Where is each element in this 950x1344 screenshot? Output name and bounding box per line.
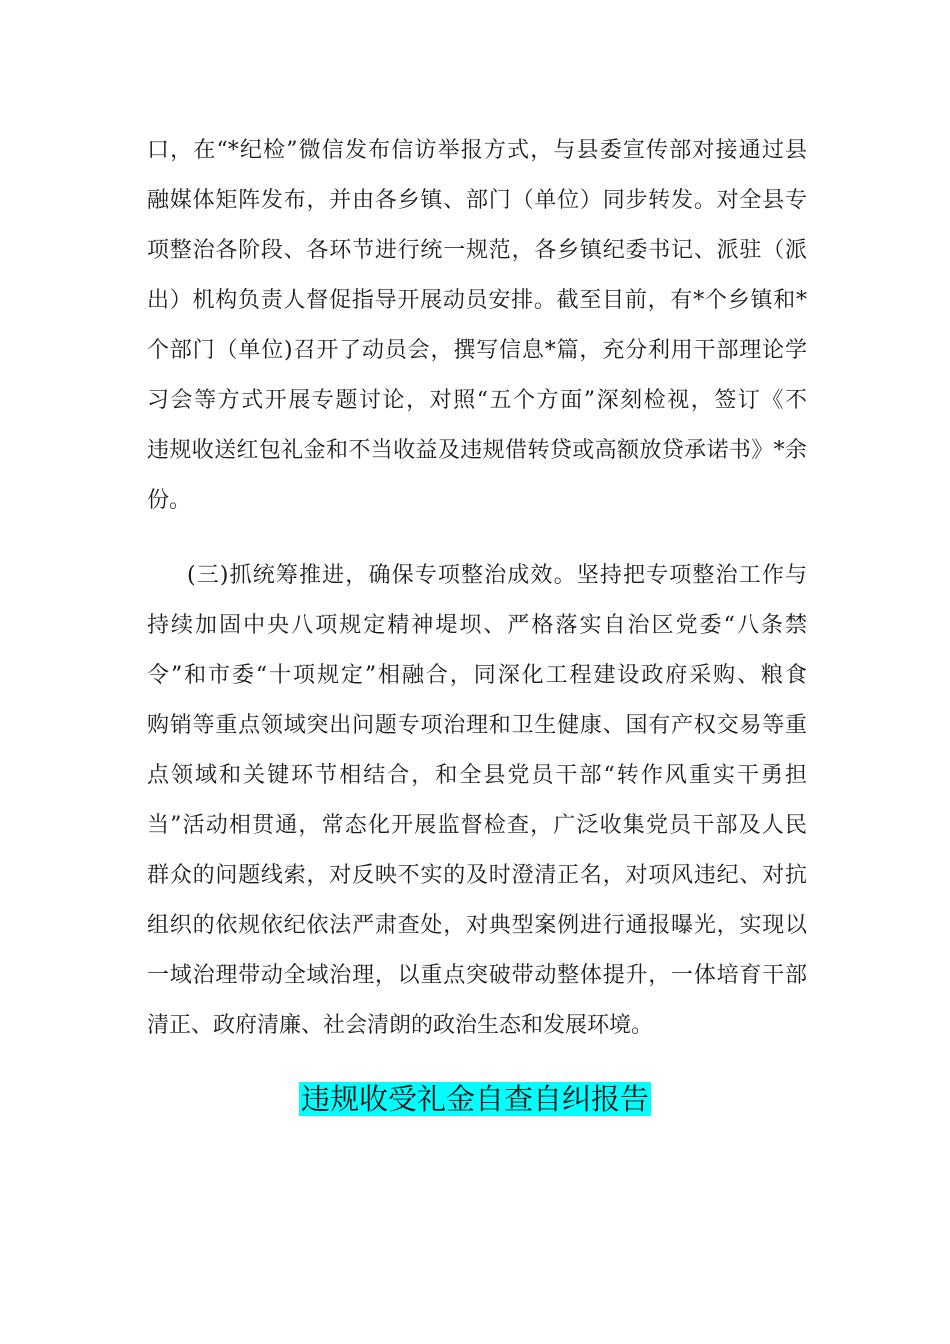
p1-line-7: 违规收送红包礼金和不当收益及违规借转贷或高额放贷承诺书》*余 <box>147 438 807 463</box>
p2-line-4: 购销等重点领域突出问题专项治理和卫生健康、国有产权交易等重 <box>147 713 807 738</box>
p1-line-4: 出）机构负责人督促指导开展动员安排。截至目前，有*个乡镇和* <box>147 288 807 313</box>
p1-line-6: 习会等方式开展专题讨论，对照“五个方面”深刻检视，签订《不 <box>147 388 807 413</box>
p2-line-3: 令”和市委“十项规定”相融合，同深化工程建设政府采购、粮食 <box>147 663 807 688</box>
p2-line-6: 当”活动相贯通，常态化开展监督检查，广泛收集党员干部及人民 <box>147 813 807 838</box>
p2-line-10: 清正、政府清廉、社会清朗的政治生态和发展环境。 <box>147 1013 654 1038</box>
p1-line-3: 项整治各阶段、各环节进行统一规范，各乡镇纪委书记、派驻（派 <box>147 238 807 263</box>
p2-line-2: 持续加固中央八项规定精神堤坝、严格落实自治区党委“八条禁 <box>147 613 807 638</box>
p1-line-5: 个部门（单位)召开了动员会，撰写信息*篇，充分利用干部理论学 <box>147 338 807 363</box>
p2-line-5: 点领域和关键环节相结合，和全县党员干部“转作风重实干勇担 <box>147 763 807 788</box>
p2-line-9: 一域治理带动全域治理，以重点突破带动整体提升，一体培育干部 <box>147 963 807 988</box>
p1-line-1: 口，在“*纪检”微信发布信访举报方式，与县委宣传部对接通过县 <box>147 138 807 163</box>
p2-line-8: 组织的依规依纪依法严肃查处，对典型案例进行通报曝光，实现以 <box>147 913 807 938</box>
p2-line-1: (三)抓统筹推进，确保专项整治成效。坚持把专项整治工作与 <box>187 563 807 588</box>
section-heading <box>0 1079 950 1119</box>
p1-line-2: 融媒体矩阵发布，并由各乡镇、部门（单位）同步转发。对全县专 <box>147 188 807 213</box>
p1-line-8: 份。 <box>147 488 192 513</box>
p2-line-7: 群众的问题线索，对反映不实的及时澄清正名，对项风违纪、对抗 <box>147 863 807 888</box>
heading-text: 违规收受礼金自查自纠报告 <box>300 1082 649 1116</box>
